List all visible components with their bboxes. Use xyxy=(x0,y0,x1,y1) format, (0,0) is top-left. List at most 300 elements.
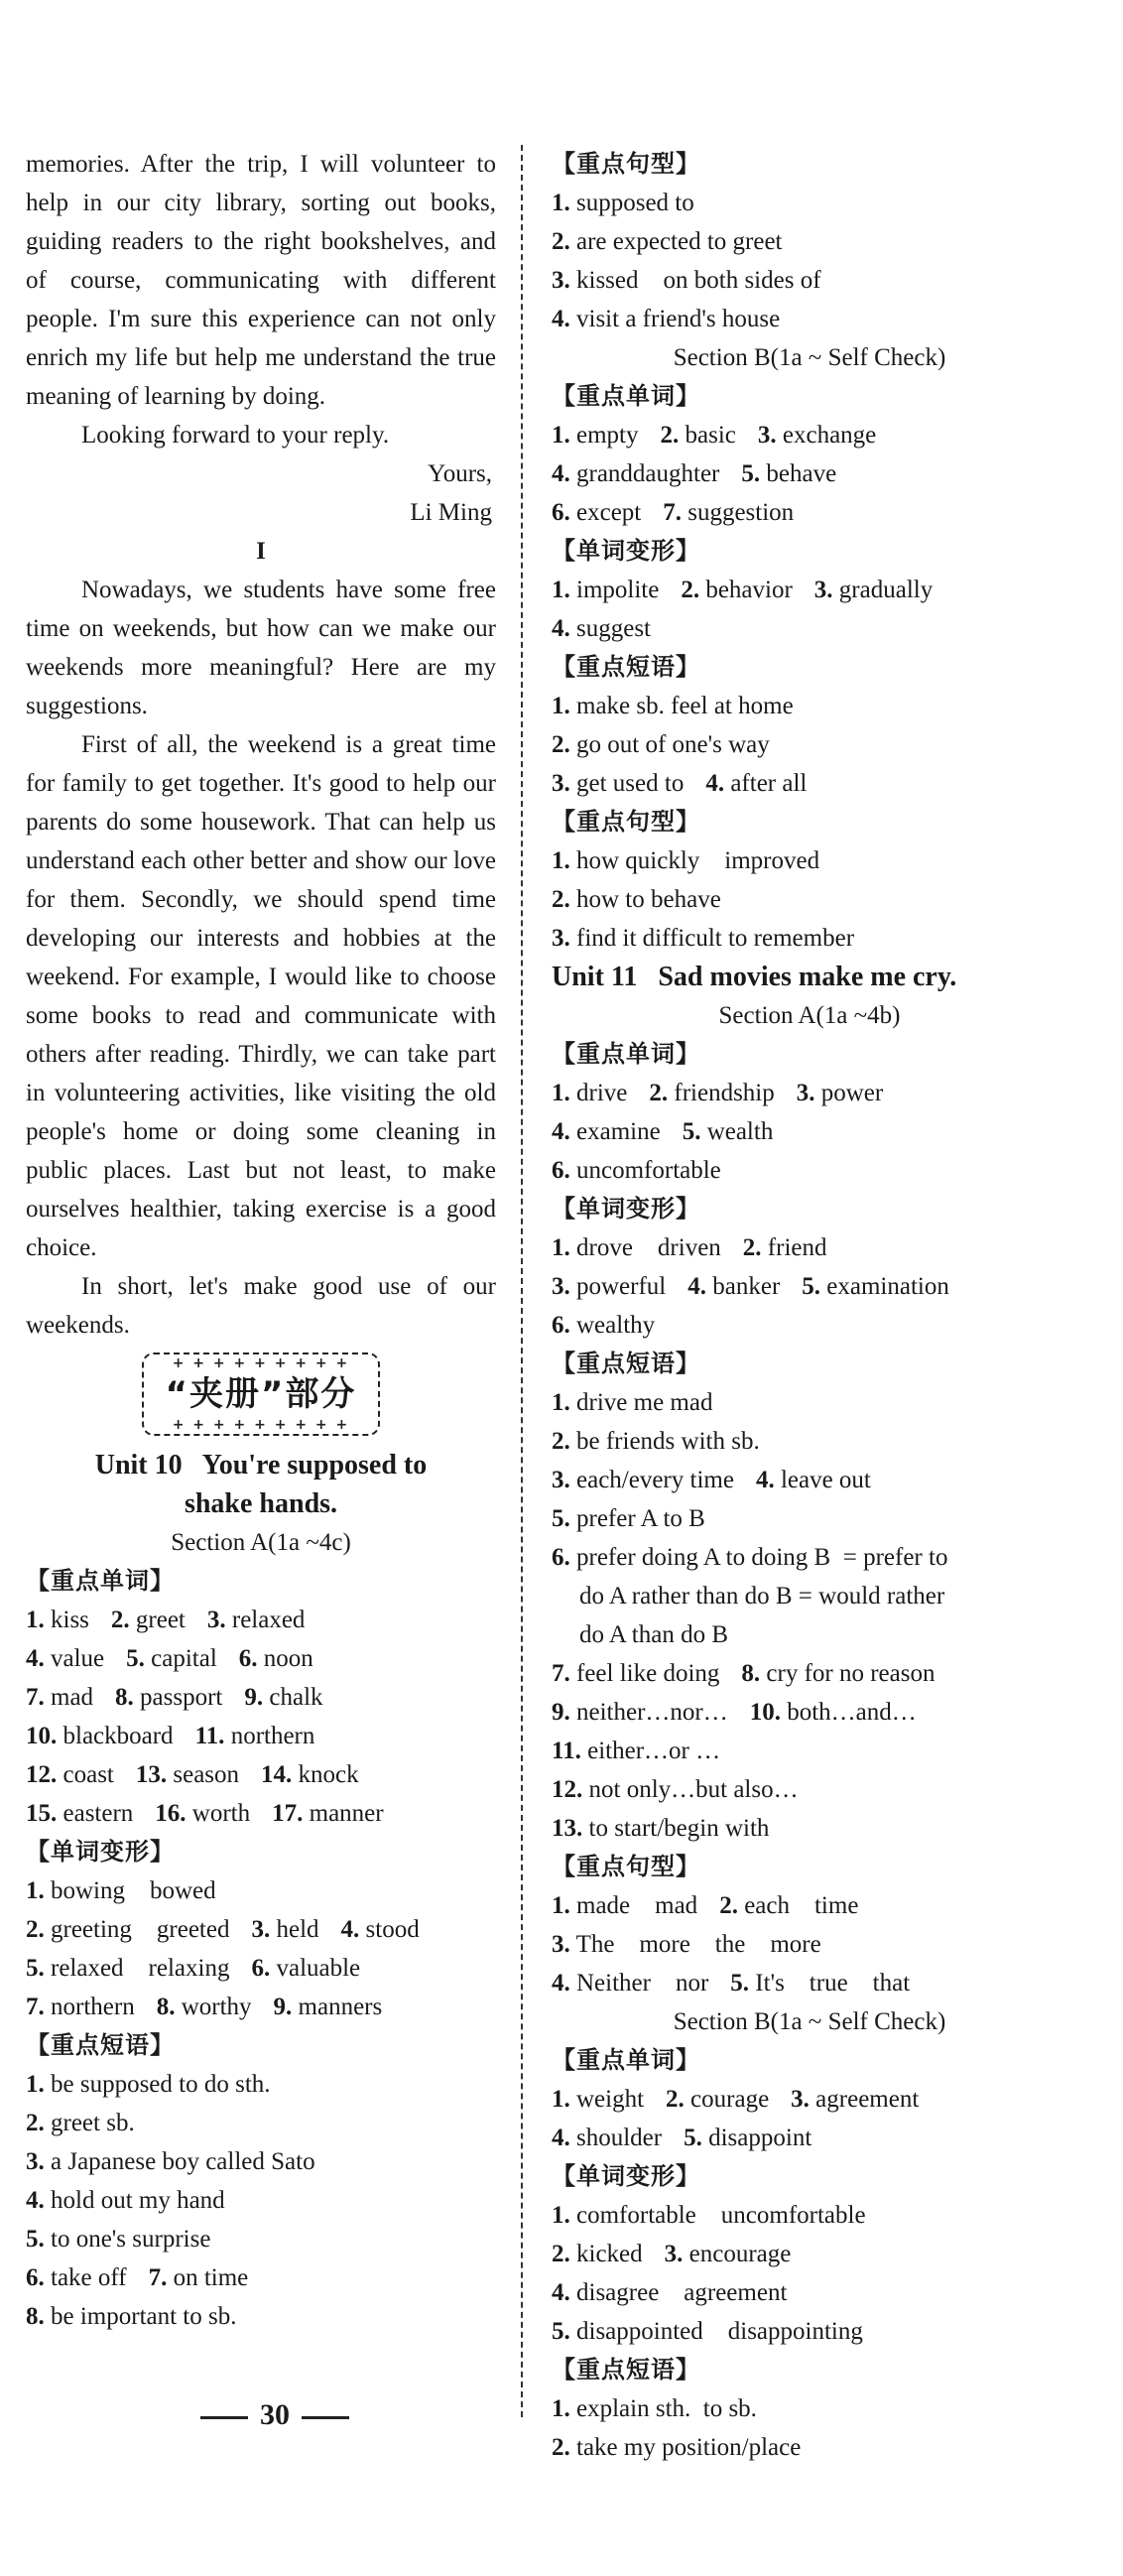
item-number: 6. xyxy=(238,1645,258,1672)
item-text: comfortable uncomfortable xyxy=(576,2202,866,2229)
item-text-continued: do A rather than do B = would rather xyxy=(579,1583,945,1610)
item-text: visit a friend's house xyxy=(576,306,781,332)
key-phrases-list xyxy=(552,1654,1067,1848)
item-text: worthy xyxy=(181,1994,252,2020)
item-text: northern xyxy=(230,1723,315,1749)
answer-line xyxy=(552,2312,1067,2351)
item-text: granddaughter xyxy=(576,460,720,487)
badge-container xyxy=(26,1352,496,1436)
item-text: each/every time xyxy=(576,1467,734,1493)
item-number: 9. xyxy=(244,1684,264,1711)
item-number: 2. xyxy=(719,1892,738,1919)
item-text: kissed on both sides of xyxy=(576,267,821,294)
answer-line xyxy=(26,2220,496,2258)
item-text: agreement xyxy=(815,2086,920,2113)
heading-word-forms: 【单词变形】 xyxy=(552,2162,700,2190)
item-number: 6. xyxy=(251,1955,271,1982)
item-number: 2. xyxy=(552,1428,570,1455)
answer-line xyxy=(552,2119,1067,2157)
item-number: 2. xyxy=(552,2434,570,2461)
word-forms-list xyxy=(552,2196,1067,2351)
heading-key-sentences: 【重点句型】 xyxy=(552,808,700,836)
item-number: 6. xyxy=(552,1544,570,1571)
answer-line xyxy=(552,919,1067,958)
answer-line xyxy=(552,1228,1067,1267)
key-words-list xyxy=(552,416,1067,532)
heading-key-phrases: 【重点短语】 xyxy=(552,653,700,681)
essay-title: I xyxy=(256,538,266,565)
key-phrases-list xyxy=(552,1383,1067,1538)
answer-line xyxy=(552,416,1067,454)
heading-key-words: 【重点单词】 xyxy=(552,382,700,410)
item-text: drive xyxy=(576,1080,628,1106)
item-text: blackboard xyxy=(62,1723,174,1749)
item-number: 5. xyxy=(684,2125,702,2151)
unit10-section-b: Section B(1a ~ Self Check) xyxy=(673,344,946,371)
item-text: each time xyxy=(744,1892,859,1919)
heading-key-sentences: 【重点句型】 xyxy=(552,150,700,178)
item-number: 1. xyxy=(552,1892,570,1919)
item-number: 4. xyxy=(705,770,725,797)
item-text: be friends with sb. xyxy=(576,1428,760,1455)
item-text: disagree agreement xyxy=(576,2279,788,2306)
item-number: 1. xyxy=(26,1607,45,1633)
answer-line xyxy=(552,1461,1067,1499)
answer-line xyxy=(26,2065,496,2104)
item-text: examination xyxy=(826,1273,949,1300)
item-number: 4. xyxy=(687,1273,706,1300)
answer-line xyxy=(552,184,1067,222)
item-text: make sb. feel at home xyxy=(576,693,794,719)
key-sentences-list xyxy=(552,184,1067,338)
item-text: examine xyxy=(576,1118,661,1145)
item-number: 15. xyxy=(26,1800,58,1827)
item-text: weight xyxy=(576,2086,645,2113)
item-number: 2. xyxy=(26,1916,45,1943)
item-text: drive me mad xyxy=(576,1389,713,1416)
item-number: 5. xyxy=(802,1273,821,1300)
letter-closing: Looking forward to your reply. xyxy=(81,422,390,449)
item-number: 17. xyxy=(272,1800,304,1827)
item-number: 2. xyxy=(552,886,570,913)
item-number: 16. xyxy=(155,1800,187,1827)
item-number: 1. xyxy=(552,1389,570,1416)
item-text: neither…nor… xyxy=(576,1699,728,1726)
heading-word-forms: 【单词变形】 xyxy=(552,537,700,565)
item-number: 2. xyxy=(649,1080,669,1106)
item-number: 2. xyxy=(660,422,680,449)
item-number: 5. xyxy=(552,2318,570,2345)
answer-line xyxy=(26,1755,496,1794)
item-text: suggestion xyxy=(687,499,795,526)
item-text: noon xyxy=(263,1645,313,1672)
answer-line xyxy=(552,300,1067,338)
item-text: prefer A to B xyxy=(576,1505,705,1532)
item-number: 13. xyxy=(135,1761,168,1788)
answer-line xyxy=(552,1383,1067,1422)
item-number: 11. xyxy=(552,1738,581,1764)
item-number: 5. xyxy=(682,1118,701,1145)
item-text: shoulder xyxy=(576,2125,663,2151)
word-forms-list xyxy=(552,1228,1067,1345)
item-number: 4. xyxy=(552,1970,570,1996)
answer-line xyxy=(26,1949,496,1988)
answer-line xyxy=(552,1267,1067,1306)
letter-sign-off: Yours, xyxy=(428,460,492,487)
heading-key-sentences: 【重点句型】 xyxy=(552,1853,700,1880)
item-text: feel like doing xyxy=(576,1660,720,1687)
letter-signature: Li Ming xyxy=(410,499,492,526)
item-text: made mad xyxy=(576,1892,698,1919)
item-text: impolite xyxy=(576,577,660,603)
item-text: how to behave xyxy=(576,886,721,913)
item-text: empty xyxy=(576,422,639,449)
item-text: be supposed to do sth. xyxy=(51,2071,271,2098)
answer-line xyxy=(26,2258,496,2297)
item-text: courage xyxy=(690,2086,770,2113)
answer-line xyxy=(552,222,1067,261)
item-number: 3. xyxy=(552,1931,570,1958)
answer-line xyxy=(552,1732,1067,1770)
item-number: 7. xyxy=(26,1684,45,1711)
item-number: 6. xyxy=(552,1312,570,1339)
item-number: 4. xyxy=(26,2187,45,2214)
item-number: 5. xyxy=(26,1955,45,1982)
answer-line xyxy=(552,261,1067,300)
item-text: coast xyxy=(62,1761,114,1788)
item-number: 7. xyxy=(26,1994,45,2020)
item-text: supposed to xyxy=(576,190,694,216)
answer-line xyxy=(552,1306,1067,1345)
item-text: find it difficult to remember xyxy=(576,925,855,952)
item-text: banker xyxy=(712,1273,781,1300)
item-text: friendship xyxy=(674,1080,775,1106)
item-text: both…and… xyxy=(787,1699,917,1726)
page-number-value: 30 xyxy=(260,2398,290,2431)
item-number: 7. xyxy=(663,499,682,526)
answer-line xyxy=(552,2273,1067,2312)
item-text: kiss xyxy=(51,1607,89,1633)
item-text: get used to xyxy=(576,770,685,797)
item-text: Neither nor xyxy=(576,1970,709,1996)
item-number: 2. xyxy=(552,731,570,758)
answer-line xyxy=(552,1693,1067,1732)
item-number: 10. xyxy=(26,1723,58,1749)
key-words-list xyxy=(552,1074,1067,1190)
item-number: 3. xyxy=(251,1916,271,1943)
answer-line xyxy=(552,2235,1067,2273)
answer-line xyxy=(552,880,1067,919)
item-text: exchange xyxy=(782,422,877,449)
item-text: to start/begin with xyxy=(588,1815,770,1842)
item-text: It's true that xyxy=(755,1970,911,1996)
item-text: wealth xyxy=(706,1118,774,1145)
answer-line xyxy=(26,1794,496,1833)
item-number: 2. xyxy=(681,577,700,603)
item-number: 2. xyxy=(110,1607,130,1633)
item-text: manners xyxy=(298,1994,383,2020)
item-text: knock xyxy=(298,1761,359,1788)
item-number: 3. xyxy=(552,925,570,952)
answer-line xyxy=(552,1499,1067,1538)
item-number: 4. xyxy=(552,306,570,332)
answer-line xyxy=(26,2142,496,2181)
item-number: 1. xyxy=(552,2395,570,2422)
section-badge: + + + + + + + + + “夹册”部分 + + + + + + + + + xyxy=(142,1352,380,1436)
unit11-section-b: Section B(1a ~ Self Check) xyxy=(673,2008,946,2035)
letter-paragraph: memories. After the trip, I will volunteer to help in our city library, sorting out books, guiding readers to the right bookshelves, and of course, communicating with different people. I'm sure this experience can not only enrich my life but help me understand the true meaning of learning by doing. xyxy=(26,151,496,410)
item-text: stood xyxy=(365,1916,420,1943)
item-text: greet xyxy=(135,1607,186,1633)
answer-line xyxy=(26,1717,496,1755)
heading-word-forms: 【单词变形】 xyxy=(26,1838,175,1866)
word-forms-list xyxy=(26,1871,496,2026)
item-number: 3. xyxy=(813,577,833,603)
answer-line xyxy=(552,1654,1067,1693)
item-number: 1. xyxy=(26,2071,45,2098)
item-number: 8. xyxy=(156,1994,176,2020)
item-text: gradually xyxy=(838,577,934,603)
list-item xyxy=(552,1538,1067,1654)
essay-paragraph-2: First of all, the weekend is a great time for family to get together. It's good to help our parents do some housework. That can help us understand each other better and show our love for them. Secondly, we should spend time developing our interests and hobbies at the weekend. For example, I would like to choose some books to read and communicate with others after reading. Thirdly, we can take part in volunteering activities, like visiting the old people's home or doing some cleaning in public places. Last but not least, to make ourselves healthier, taking exercise is a good choice. xyxy=(26,731,496,1261)
item-text: take my position/place xyxy=(576,2434,802,2461)
item-text: season xyxy=(173,1761,240,1788)
answer-line xyxy=(26,1910,496,1949)
answer-line xyxy=(26,2297,496,2336)
key-words-list xyxy=(552,2080,1067,2157)
answer-line xyxy=(552,1151,1067,1190)
item-text: prefer doing A to doing B = prefer to xyxy=(576,1544,948,1571)
answer-line xyxy=(552,1809,1067,1848)
item-text: to one's surprise xyxy=(51,2226,211,2253)
item-text: power xyxy=(820,1080,884,1106)
heading-key-words: 【重点单词】 xyxy=(552,1040,700,1068)
item-number: 2. xyxy=(26,2110,45,2136)
item-text: not only…but also… xyxy=(588,1776,799,1803)
item-text: disappoint xyxy=(708,2125,812,2151)
item-number: 4. xyxy=(552,615,570,642)
heading-key-phrases: 【重点短语】 xyxy=(26,2031,175,2059)
item-text: The more the more xyxy=(575,1931,821,1958)
item-text: manner xyxy=(309,1800,384,1827)
heading-key-phrases: 【重点短语】 xyxy=(552,2356,700,2383)
item-number: 7. xyxy=(148,2264,168,2291)
item-number: 4. xyxy=(755,1467,775,1493)
item-number: 1. xyxy=(552,190,570,216)
unit11-title: Unit 11 Sad movies make me cry. xyxy=(552,962,957,992)
item-text: relaxed xyxy=(231,1607,306,1633)
item-text: behave xyxy=(766,460,837,487)
answer-line xyxy=(26,1678,496,1717)
item-number: 4. xyxy=(552,2279,570,2306)
item-number: 2. xyxy=(552,228,570,255)
answer-line xyxy=(552,764,1067,803)
item-number: 2. xyxy=(742,1234,762,1261)
answer-line xyxy=(552,1112,1067,1151)
right-column xyxy=(552,145,1067,2467)
page-number xyxy=(0,2395,1123,2434)
item-text: kicked xyxy=(576,2241,643,2267)
item-number: 6. xyxy=(26,2264,45,2291)
item-number: 1. xyxy=(552,577,570,603)
item-text: worth xyxy=(191,1800,251,1827)
item-number: 3. xyxy=(206,1607,226,1633)
page-number-dash xyxy=(302,2416,349,2419)
item-number: 1. xyxy=(552,2202,570,2229)
key-sentences-list xyxy=(552,1886,1067,2002)
item-number: 5. xyxy=(730,1970,750,1996)
item-text: take off xyxy=(51,2264,127,2291)
answer-line xyxy=(552,571,1067,609)
item-number: 12. xyxy=(552,1776,583,1803)
answer-line xyxy=(552,1886,1067,1925)
item-text: northern xyxy=(51,1994,135,2020)
item-number: 9. xyxy=(273,1994,293,2020)
item-text: valuable xyxy=(276,1955,361,1982)
answer-line xyxy=(552,1925,1067,1964)
key-sentences-list xyxy=(552,841,1067,958)
heading-word-forms: 【单词变形】 xyxy=(552,1195,700,1223)
item-number: 5. xyxy=(741,460,761,487)
item-text: mad xyxy=(51,1684,94,1711)
answer-line xyxy=(552,1422,1067,1461)
item-text: friend xyxy=(767,1234,827,1261)
item-text: explain sth. to sb. xyxy=(576,2395,757,2422)
unit10-title-line2: shake hands. xyxy=(184,1488,338,1519)
item-number: 3. xyxy=(757,422,777,449)
item-text: after all xyxy=(730,770,808,797)
left-column xyxy=(26,145,496,2336)
item-number: 1. xyxy=(552,1080,570,1106)
item-number: 3. xyxy=(552,267,570,294)
item-text: be important to sb. xyxy=(51,2303,237,2330)
answer-line xyxy=(26,1988,496,2026)
essay-paragraph-3: In short, let's make good use of our weekends. xyxy=(26,1273,496,1339)
answer-line xyxy=(26,1639,496,1678)
item-number: 3. xyxy=(791,2086,810,2113)
item-text: wealthy xyxy=(576,1312,656,1339)
heading-key-words: 【重点单词】 xyxy=(26,1567,175,1595)
item-number: 3. xyxy=(796,1080,815,1106)
item-text: uncomfortable xyxy=(576,1157,721,1184)
item-text: value xyxy=(51,1645,105,1672)
essay-paragraph-1: Nowadays, we students have some free time on weekends, but how can we make our weekends more meaningful? Here are my suggestions. xyxy=(26,577,496,719)
heading-key-words: 【重点单词】 xyxy=(552,2046,700,2074)
item-number: 6. xyxy=(552,1157,570,1184)
item-number: 1. xyxy=(552,847,570,874)
item-text: either…or … xyxy=(587,1738,721,1764)
item-text: chalk xyxy=(269,1684,323,1711)
answer-line xyxy=(552,609,1067,648)
answer-line xyxy=(26,2181,496,2220)
answer-line xyxy=(552,1964,1067,2002)
item-number: 2. xyxy=(552,2241,570,2267)
key-words-list xyxy=(26,1601,496,1833)
item-text: eastern xyxy=(62,1800,134,1827)
item-number: 1. xyxy=(552,693,570,719)
item-text: hold out my hand xyxy=(51,2187,225,2214)
answer-line xyxy=(26,1601,496,1639)
answer-line xyxy=(552,2080,1067,2119)
unit10-section-a: Section A(1a ~4c) xyxy=(171,1529,351,1556)
item-text: greeting greeted xyxy=(51,1916,230,1943)
unit11-section-a: Section A(1a ~4b) xyxy=(718,1002,901,1029)
unit10-title-line1: Unit 10 You're supposed to xyxy=(94,1450,428,1481)
item-number: 1. xyxy=(552,1234,570,1261)
item-text: a Japanese boy called Sato xyxy=(51,2148,315,2175)
item-number: 3. xyxy=(664,2241,684,2267)
item-number: 5. xyxy=(552,1505,570,1532)
item-text: how quickly improved xyxy=(576,847,820,874)
item-number: 10. xyxy=(749,1699,781,1726)
item-text: go out of one's way xyxy=(576,731,770,758)
item-number: 8. xyxy=(741,1660,761,1687)
item-number: 3. xyxy=(26,2148,45,2175)
word-forms-list xyxy=(552,571,1067,648)
item-text: suggest xyxy=(576,615,651,642)
item-number: 12. xyxy=(26,1761,58,1788)
item-number: 8. xyxy=(26,2303,45,2330)
item-number: 3. xyxy=(552,1467,570,1493)
answer-line xyxy=(552,2196,1067,2235)
item-number: 11. xyxy=(194,1723,225,1749)
item-number: 13. xyxy=(552,1815,583,1842)
answer-line xyxy=(552,687,1067,725)
item-text: capital xyxy=(151,1645,217,1672)
item-text: drove driven xyxy=(576,1234,721,1261)
item-text: greet sb. xyxy=(51,2110,135,2136)
item-text: held xyxy=(276,1916,319,1943)
item-text: bowing bowed xyxy=(51,1877,216,1904)
item-number: 4. xyxy=(340,1916,360,1943)
answer-line xyxy=(552,454,1067,493)
item-text: basic xyxy=(685,422,736,449)
answer-line xyxy=(552,1074,1067,1112)
item-text: are expected to greet xyxy=(576,228,783,255)
key-phrases-list xyxy=(26,2065,496,2336)
item-text: encourage xyxy=(688,2241,792,2267)
item-number: 3. xyxy=(552,770,570,797)
item-number: 6. xyxy=(552,499,570,526)
item-number: 1. xyxy=(26,1877,45,1904)
item-text: leave out xyxy=(780,1467,871,1493)
column-divider xyxy=(521,145,523,2417)
answer-line xyxy=(552,841,1067,880)
item-text: disappointed disappointing xyxy=(576,2318,863,2345)
item-number: 1. xyxy=(552,2086,570,2113)
item-text: relaxed relaxing xyxy=(51,1955,230,1982)
item-number: 4. xyxy=(552,1118,570,1145)
item-number: 5. xyxy=(126,1645,145,1672)
item-number: 4. xyxy=(26,1645,45,1672)
item-text: on time xyxy=(173,2264,249,2291)
item-number: 14. xyxy=(261,1761,293,1788)
item-number: 4. xyxy=(552,460,570,487)
answer-line xyxy=(552,493,1067,532)
item-text-continued: do A than do B xyxy=(579,1621,729,1648)
item-text: powerful xyxy=(576,1273,667,1300)
item-text: passport xyxy=(140,1684,223,1711)
item-text: behavior xyxy=(705,577,793,603)
page-number-dash xyxy=(200,2416,248,2419)
item-number: 9. xyxy=(552,1699,570,1726)
item-text: cry for no reason xyxy=(766,1660,936,1687)
answer-line xyxy=(552,1770,1067,1809)
item-number: 1. xyxy=(552,422,570,449)
answer-line xyxy=(26,2104,496,2142)
item-text: except xyxy=(576,499,642,526)
item-number: 2. xyxy=(666,2086,685,2113)
